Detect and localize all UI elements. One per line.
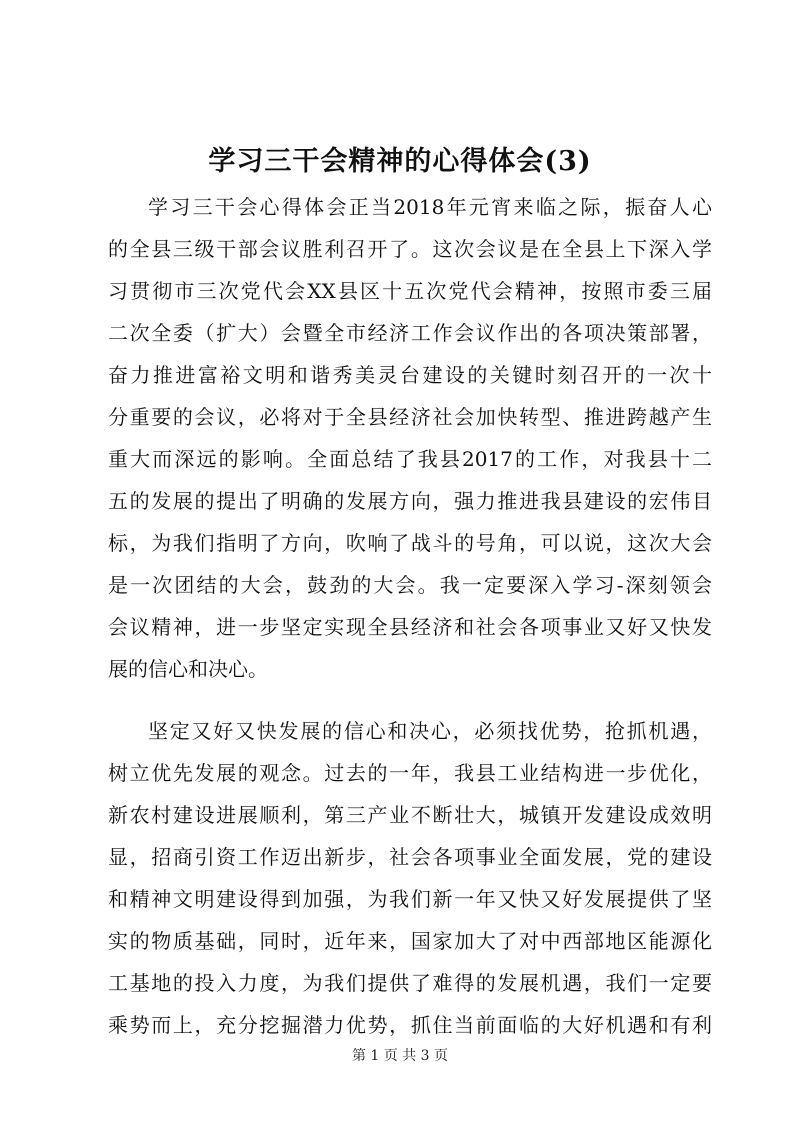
text-line: 学习三干会心得体会正当2018年元宵来临之际，振奋人心 <box>148 195 712 219</box>
text-line: 和精神文明建设得到加强，为我们新一年又快又好发展提供了坚 <box>108 887 712 911</box>
text-line: 分重要的会议，必将对于全县经济社会加快转型、推进跨越产生 <box>108 405 712 429</box>
text-line: 展的信心和决心。 <box>108 657 268 681</box>
document-title: 学习三干会精神的心得体会(3) <box>208 146 592 177</box>
text-line: 显，招商引资工作迈出新步，社会各项事业全面发展，党的建设 <box>108 845 712 869</box>
paragraph-1 <box>108 186 712 690</box>
text-line: 奋力推进富裕文明和谐秀美灵台建设的关键时刻召开的一次十 <box>108 363 712 387</box>
text-line: 五的发展的提出了明确的发展方向，强力推进我县建设的宏伟目 <box>108 489 712 513</box>
text-line: 乘势而上，充分挖掘潜力优势，抓住当前面临的大好机遇和有利 <box>108 1013 712 1037</box>
text-line: 习贯彻市三次党代会XX县区十五次党代会精神，按照市委三届 <box>108 279 712 303</box>
text-line: 实的物质基础，同时，近年来，国家加大了对中西部地区能源化 <box>108 929 712 953</box>
text-line: 二次全委（扩大）会暨全市经济工作会议作出的各项决策部署， <box>108 321 712 345</box>
text-line: 重大而深远的影响。全面总结了我县2017的工作，对我县十二 <box>108 447 712 471</box>
document-body <box>108 186 712 1046</box>
text-line: 新农村建设进展顺利，第三产业不断壮大，城镇开发建设成效明 <box>108 803 712 827</box>
text-line: 标，为我们指明了方向，吹响了战斗的号角，可以说，这次大会 <box>108 531 712 555</box>
text-line: 会议精神，进一步坚定实现全县经济和社会各项事业又好又快发 <box>108 615 712 639</box>
paragraph-2 <box>108 710 712 1046</box>
text-line: 的全县三级干部会议胜利召开了。这次会议是在全县上下深入学 <box>108 237 712 261</box>
text-line: 树立优先发展的观念。过去的一年，我县工业结构进一步优化， <box>108 761 712 785</box>
text-line: 坚定又好又快发展的信心和决心，必须找优势，抢抓机遇， <box>148 719 712 743</box>
text-line: 工基地的投入力度，为我们提供了难得的发展机遇，我们一定要 <box>108 971 712 995</box>
text-line: 是一次团结的大会，鼓劲的大会。我一定要深入学习-深刻领会 <box>108 573 712 597</box>
page-footer: 第 1 页 共 3 页 <box>351 1048 449 1064</box>
